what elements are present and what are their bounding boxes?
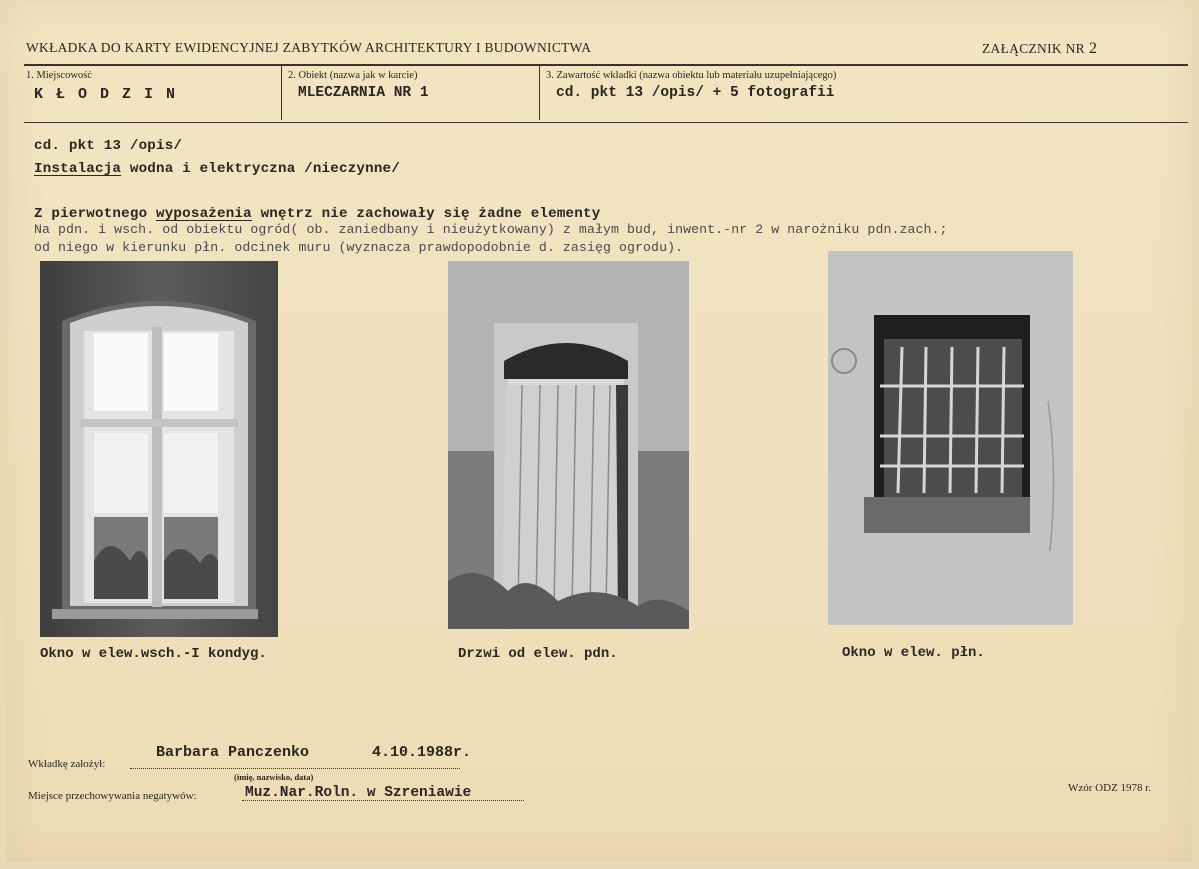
object-label: 2. Obiekt (nazwa jak w karcie) [288, 70, 418, 81]
photo-window-east-image [40, 261, 278, 637]
body-line-3-underlined: wyposażenia [156, 206, 252, 222]
attachment-label: ZAŁĄCZNIK NR [982, 41, 1085, 56]
photo-window-north [828, 251, 1073, 625]
storage-value: Muz.Nar.Roln. w Szreniawie [245, 785, 472, 801]
author-dotted-line [130, 768, 460, 769]
author-name: Barbara Panczenko [156, 744, 310, 761]
contents-value: cd. pkt 13 /opis/ + 5 fotografii [556, 85, 835, 101]
photo-window-east [40, 261, 278, 637]
body-line-2 [34, 161, 400, 177]
card-title: WKŁADKA DO KARTY EWIDENCYJNEJ ZABYTKÓW ARCHITEKTURY I BUDOWNICTWA [26, 40, 592, 55]
photo-caption-2: Drzwi od elew. pdn. [458, 646, 618, 662]
template-mark: Wzór ODZ 1978 r. [1068, 782, 1152, 794]
body-line-1: cd. pkt 13 /opis/ [34, 138, 183, 154]
author-date: 4.10.1988r. [372, 744, 472, 761]
locality-label: 1. Miejscowość [26, 70, 92, 81]
photo-window-north-image [828, 251, 1073, 625]
object-value: MLECZARNIA NR 1 [298, 85, 429, 101]
body-line-5: od niego w kierunku płn. odcinek muru (wyznacza prawdopodobnie d. zasięg ogrodu). [34, 240, 684, 255]
photo-door-south-image [448, 261, 689, 629]
body-line-3-b: wnętrz nie zachowały się żadne elementy [251, 206, 601, 222]
contents-label: 3. Zawartość wkładki (nazwa obiektu lub materiału uzupełniającego) [546, 70, 837, 81]
locality-value: K Ł O D Z I N [34, 86, 178, 103]
photo-caption-1: Okno w elew.wsch.-I kondyg. [40, 646, 267, 662]
body-line-4: Na pdn. i wsch. od obiektu ogród( ob. zaniedbany i nieużytkowany) z małym bud, inwent.-nr 2 w narożniku pdn.zach.; [34, 222, 948, 237]
photo-caption-3: Okno w elew. płn. [842, 645, 985, 661]
field-divider-2 [539, 66, 540, 120]
attachment-number [982, 40, 1097, 58]
body-line-2-underlined: Instalacja [34, 161, 122, 177]
header-rule [24, 64, 1188, 66]
author-label: Wkładkę założył: [28, 758, 106, 770]
fields-rule [24, 122, 1188, 123]
attachment-number-value: 2 [1088, 40, 1098, 57]
storage-label: Miejsce przechowywania negatywów: [28, 790, 197, 802]
body-line-2-rest: wodna i elektryczna /nieczynne/ [121, 161, 400, 177]
field-divider-1 [281, 66, 282, 120]
body-line-3 [34, 206, 600, 222]
body-line-3-a: Z pierwotnego [34, 206, 156, 222]
author-hint: (imię, nazwisko, data) [234, 772, 314, 782]
photo-door-south [448, 261, 689, 629]
